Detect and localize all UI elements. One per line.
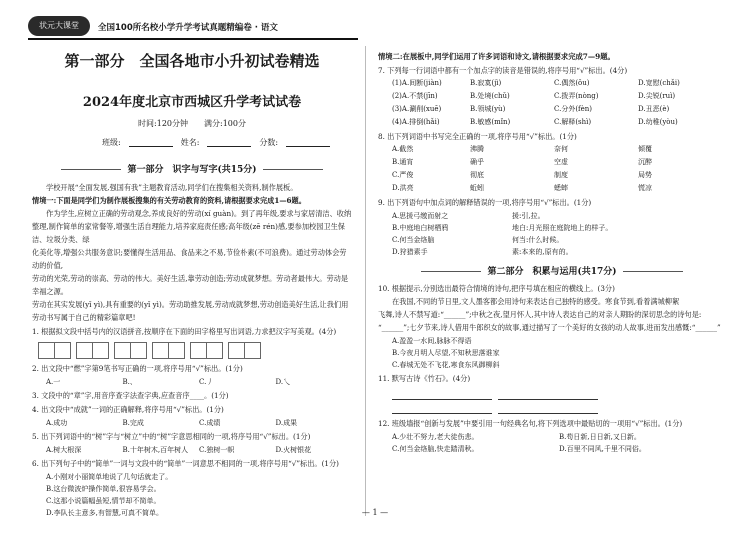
- exam-title: 2024年度北京市西城区升学考试试卷: [82, 95, 302, 110]
- writing-grid[interactable]: [38, 342, 352, 359]
- exam-meta: 时间:120分钟 满分:100分: [138, 119, 246, 128]
- score-blank[interactable]: [286, 137, 330, 147]
- q6-options[interactable]: A.小刚对小丽简单地说了几句话就走了。 B.这台微波炉操作简单,很容易学会。 C.这那小说篇幅虽短,情节却不简单。 D.李队长主意多,有智慧,可真不简单。: [46, 473, 173, 517]
- q5-options[interactable]: A.树大根深 B.十年树木,百年树人 C.独树一帜 D.火树银花: [46, 446, 312, 454]
- question-6: 6. 出下列句子中的“简单”一词与文段中的“简单”一词意思不相同的一项,将序号用“√”标出。(1分): [32, 459, 339, 468]
- series-logo: 状元大课堂: [28, 16, 90, 36]
- question-4: 4. 出文段中“成就”一词的正确解释,将序号用“√”标出。(1分): [32, 405, 224, 414]
- passage: 作为学生,应树立正确的劳动观念,养成良好的劳动(xí guàn)。到了再年级,要求与家居清洁、收纳 整理,制作简单的家常餐等,增强生活自理能力,培养家庭责任感;高年级(zē rén)感,要参加校园卫生保洁、垃圾分类、绿 化美化等,增强公共服务意识;要懂得生活用品、食品来之不易,节俭朴素(不可浪费)。通过劳动体会劳动的价值, 劳动的光荣,劳动的崇高、劳动的伟大。美好生活,靠劳动创造;劳动成就梦想。劳动者最伟大。劳动是幸福之源。 劳动在其实发展(yǐ yì),具有重要的(yǐ yì)。劳动助推发展,劳动成就梦想,劳动创造美好生活,让我们用 劳动书写属于自己的精彩篇章吧!: [32, 209, 352, 322]
- q2-options[interactable]: A.一 B.、 C.丿 D.乀: [46, 378, 291, 386]
- part2-heading: 第二部分 积累与运用(共17分): [378, 264, 726, 277]
- situation-one: 情境一:下面是同学们为制作展板搜集的有关劳动教育的资料,请根据要求完成1—6题。: [32, 196, 306, 205]
- section-title: 第一部分 全国各地市小升初试卷精选: [64, 52, 320, 70]
- q4-options[interactable]: A.成功 B.完成 C.成绩 D.成果: [46, 419, 298, 427]
- question-5: 5. 出下列词语中的“树”字与“树立”中的“树”字意思相同的一项,将序号用“√”标出。(1分): [32, 432, 311, 441]
- column-divider: [365, 46, 366, 516]
- series-title: 全国100所名校小学升学考试真题精编卷 · 语文: [98, 23, 278, 33]
- intro-text: 学校开展“全面发展,强国有我”主题教育活动,同学们在搜集相关资料,制作展板。: [46, 183, 298, 192]
- situation-two: 情境二:在展板中,同学们运用了许多词语和诗文,请根据要求完成7—9题。: [378, 52, 615, 61]
- class-blank[interactable]: [129, 137, 173, 147]
- part1-heading: 第一部分 识字与写字(共15分): [32, 162, 352, 175]
- q7-options[interactable]: (1)A.间断(jiàn) B.寂寞(jì) C.偶然(ǒu) D.宽慰(chǎi) (2)A.不禁(jīn) B.处境(chǔ) C.拨弄(nòng) D.尖锐(ruì) (3)A.涮削(xuē) B.领城(yù) C.分外(fèn) D.丑恶(è) (4)A.排倒(hǎi) B.敏感(mǐn) C.解释(shì) D.幼稚(yòu): [392, 79, 680, 126]
- q10-passage: 在我国,不同的节日里,文人墨客都会用诗句来表达自己独特的感受。寒食节到,看着满城柳絮 飞舞,诗人不禁写道:“______”;中秋之夜,望月怀人,其中诗人表达自己的对亲人期盼的深切思念的诗句是: “______”;七夕节来,诗人借用牛郎织女的故事,通过描写了一个美好的女孩的动人故事,进而发出感慨:“______”: [378, 297, 721, 332]
- score-label: 分数:: [259, 138, 279, 147]
- name-label: 姓名:: [180, 138, 200, 147]
- right-column: [378, 50, 726, 456]
- question-3: 3. 文段中的“章”字,用音序查字法查字典,应查音序____。(1分): [32, 391, 229, 400]
- question-2: 2. 出文段中“燃”字第9笔书写正确的一项,将序号用“√”标出。(1分): [32, 364, 243, 373]
- question-10: 10. 根据提示,分别选出最符合情境的诗句,把序号填在相应的横线上。(3分): [378, 284, 615, 293]
- question-1: 1. 根据拟文段中括号内的汉语拼音,按顺序在下面的田字格里写出词语,力求把汉字写美观。(4分): [32, 327, 337, 336]
- student-info-fields: [102, 137, 352, 148]
- question-9: 9. 出下列语句中加点词的解释错误的一项,将序号用“√”标出。(1分): [378, 198, 592, 207]
- question-11: 11. 默写古诗《竹石》。(4分): [378, 374, 471, 383]
- page-header: [28, 20, 358, 40]
- q8-options[interactable]: A.截然 沸腾 奈何 倾覆 B.通宵 确乎 空虚 沉醉 C.严俊 彻底 制度 局势 D.洪亮 蚯蚓 蟋蟀 慌凉: [392, 145, 652, 192]
- left-column: [32, 44, 352, 520]
- page-number: — 1 —: [361, 508, 389, 517]
- name-blank[interactable]: [207, 137, 251, 147]
- q10-options: A.盈盈一水间,脉脉不得语 B.今夜月明人尽望,不知秋思落谁家 C.春城无处不飞花,寒食东风御柳斜: [392, 337, 500, 369]
- question-8: 8. 出下列词语中书写完全正确的一项,将序号用“√”标出。(1分): [378, 132, 577, 141]
- class-label: 班级:: [102, 138, 121, 147]
- question-7: 7. 下列每一行词语中都有一个加点字的读音是错误的,将序号用“√”标出。(4分): [378, 66, 628, 75]
- q12-options[interactable]: A.少壮不努力,老大徒伤悲。 B.苟日新,日日新,又日新。 C.何当金络脑,快走踏清秋。 D.百里不同风,千里不同俗。: [392, 433, 646, 453]
- q9-options[interactable]: A.思援弓缴而射之 援:引,拉。 B.中庭地白树栖鸦 地白:月光照在庭院地上的样子。 C.何当金络脑 何当:什么时候。 D.狩猎素手 素:本来的,原有的。: [392, 212, 613, 256]
- question-12: 12. 班级墙报“创新与发展”中要引用一句经典名句,将下列选项中最贴切的一项用“√”标出。(1分): [378, 419, 683, 428]
- q11-answer-lines[interactable]: [392, 388, 726, 416]
